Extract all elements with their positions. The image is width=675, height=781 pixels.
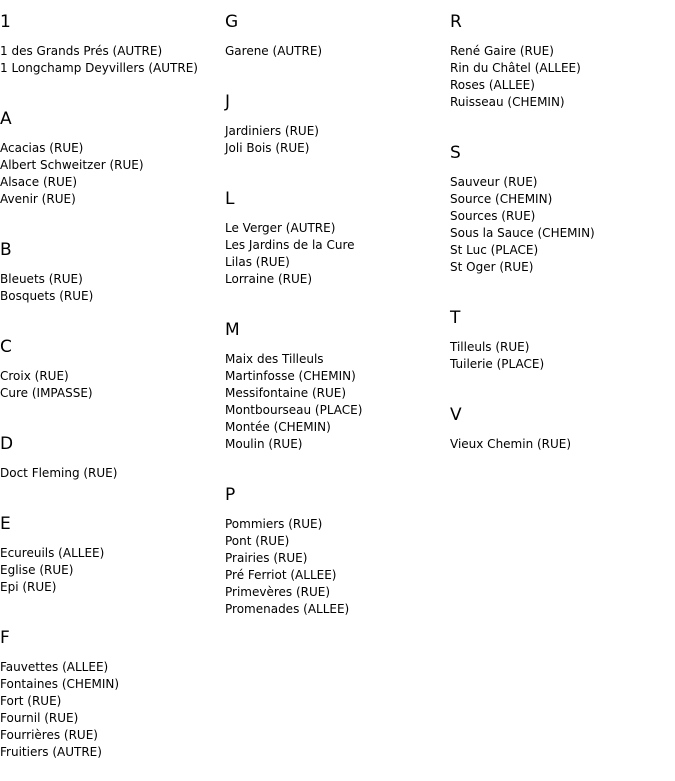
street-link[interactable]: Fauvettes (ALLEE) xyxy=(0,660,109,674)
street-list-item xyxy=(225,419,440,436)
street-link[interactable]: Bosquets (RUE) xyxy=(0,289,94,303)
street-list xyxy=(0,545,215,596)
street-list-item xyxy=(450,77,665,94)
street-list-item xyxy=(0,545,215,562)
street-list-item xyxy=(0,43,215,60)
street-list-item xyxy=(225,550,440,567)
letter-heading: V xyxy=(450,405,462,425)
street-link[interactable]: Ruisseau (CHEMIN) xyxy=(450,95,565,109)
street-list-item xyxy=(225,254,440,271)
street-link[interactable]: 1 des Grands Prés (AUTRE) xyxy=(0,44,163,58)
street-list-item xyxy=(0,562,215,579)
street-list-item xyxy=(0,60,215,77)
letter-heading: T xyxy=(450,308,461,328)
street-list xyxy=(0,140,215,208)
street-link[interactable]: Sous la Sauce (CHEMIN) xyxy=(450,226,595,240)
letter-group xyxy=(450,0,665,111)
street-column-1 xyxy=(0,0,215,781)
street-list xyxy=(225,123,440,157)
street-link[interactable]: Le Verger (AUTRE) xyxy=(225,221,336,235)
street-list-item xyxy=(225,43,440,60)
street-list xyxy=(225,516,440,618)
street-list-item xyxy=(450,339,665,356)
letter-group xyxy=(0,0,215,77)
street-link[interactable]: Tuilerie (PLACE) xyxy=(450,357,545,371)
street-link[interactable]: Martinfosse (CHEMIN) xyxy=(225,369,356,383)
street-list-item xyxy=(0,579,215,596)
letter-heading: G xyxy=(225,12,239,32)
street-list-item xyxy=(450,43,665,60)
street-link[interactable]: Joli Bois (RUE) xyxy=(225,141,310,155)
letter-group xyxy=(0,502,215,596)
street-link[interactable]: Lorraine (RUE) xyxy=(225,272,313,286)
street-list xyxy=(450,174,665,276)
street-list-item xyxy=(450,60,665,77)
street-list-item xyxy=(225,567,440,584)
street-list-item xyxy=(225,123,440,140)
street-list xyxy=(0,659,215,761)
street-link[interactable]: Albert Schweitzer (RUE) xyxy=(0,158,144,172)
letter-group xyxy=(225,177,440,288)
street-link[interactable]: Pont (RUE) xyxy=(225,534,290,548)
street-list-item xyxy=(225,584,440,601)
street-link[interactable]: Pommiers (RUE) xyxy=(225,517,323,531)
letter-group xyxy=(450,296,665,373)
street-list-item xyxy=(450,174,665,191)
street-link[interactable]: St Oger (RUE) xyxy=(450,260,534,274)
street-link[interactable]: Eglise (RUE) xyxy=(0,563,74,577)
letter-heading: C xyxy=(0,337,12,357)
street-list-item xyxy=(450,225,665,242)
street-link[interactable]: Montbourseau (PLACE) xyxy=(225,403,363,417)
street-link[interactable]: Fourrières (RUE) xyxy=(0,728,98,742)
letter-heading: E xyxy=(0,514,11,534)
letter-group xyxy=(225,80,440,157)
letter-heading: R xyxy=(450,12,462,32)
letter-group xyxy=(225,473,440,618)
street-link[interactable]: Primevères (RUE) xyxy=(225,585,331,599)
street-list-item xyxy=(450,208,665,225)
street-link[interactable]: Jardiniers (RUE) xyxy=(225,124,319,138)
street-list-item xyxy=(0,693,215,710)
letter-heading: B xyxy=(0,240,12,260)
street-list-item xyxy=(450,259,665,276)
street-list-item xyxy=(225,601,440,618)
street-list-item xyxy=(0,676,215,693)
street-list-item xyxy=(450,356,665,373)
street-link[interactable]: Tilleuls (RUE) xyxy=(450,340,530,354)
street-list xyxy=(225,220,440,288)
street-list-item xyxy=(225,140,440,157)
street-link[interactable]: Lilas (RUE) xyxy=(225,255,290,269)
letter-group xyxy=(450,393,665,453)
letter-group xyxy=(0,325,215,402)
street-list-item xyxy=(0,174,215,191)
street-link[interactable]: Vieux Chemin (RUE) xyxy=(450,437,572,451)
letter-group xyxy=(450,131,665,276)
street-link[interactable]: Prairies (RUE) xyxy=(225,551,308,565)
street-list-item xyxy=(0,157,215,174)
letter-group xyxy=(0,616,215,761)
street-list-item xyxy=(0,288,215,305)
street-list-item xyxy=(0,191,215,208)
street-link[interactable]: Moulin (RUE) xyxy=(225,437,303,451)
street-list xyxy=(0,43,215,77)
street-link[interactable]: Pré Ferriot (ALLEE) xyxy=(225,568,337,582)
street-list-item xyxy=(225,533,440,550)
letter-heading: 1 xyxy=(0,12,11,32)
street-link[interactable]: Sources (RUE) xyxy=(450,209,536,223)
street-link[interactable]: Messifontaine (RUE) xyxy=(225,386,347,400)
street-link[interactable]: Sauveur (RUE) xyxy=(450,175,538,189)
street-list-item xyxy=(225,516,440,533)
letter-group xyxy=(0,97,215,208)
street-list-item xyxy=(0,368,215,385)
letter-heading: D xyxy=(0,434,14,454)
street-link[interactable]: 1 Longchamp Deyvillers (AUTRE) xyxy=(0,61,198,75)
street-list-item xyxy=(225,402,440,419)
street-list xyxy=(450,436,665,453)
street-list xyxy=(225,351,440,453)
street-link[interactable]: Les Jardins de la Cure xyxy=(225,238,355,252)
street-link[interactable]: Rin du Châtel (ALLEE) xyxy=(450,61,581,75)
street-list-item xyxy=(0,385,215,402)
street-list-item xyxy=(0,659,215,676)
street-link[interactable]: Maix des Tilleuls xyxy=(225,352,324,366)
letter-heading: P xyxy=(225,485,236,505)
street-link[interactable]: Doct Fleming (RUE) xyxy=(0,466,118,480)
letter-group xyxy=(0,228,215,305)
street-link[interactable]: Avenir (RUE) xyxy=(0,192,76,206)
letter-group xyxy=(0,422,215,482)
street-list-item xyxy=(450,242,665,259)
street-link[interactable]: Acacias (RUE) xyxy=(0,141,84,155)
street-link[interactable]: Fort (RUE) xyxy=(0,694,62,708)
street-list xyxy=(450,339,665,373)
street-list-item xyxy=(450,436,665,453)
street-link[interactable]: Fournil (RUE) xyxy=(0,711,79,725)
street-list-item xyxy=(0,140,215,157)
street-column-2 xyxy=(225,0,440,638)
street-link[interactable]: Montée (CHEMIN) xyxy=(225,420,331,434)
street-link[interactable]: Fontaines (CHEMIN) xyxy=(0,677,120,691)
street-list-item xyxy=(0,465,215,482)
street-link[interactable]: René Gaire (RUE) xyxy=(450,44,554,58)
street-list xyxy=(0,368,215,402)
street-link[interactable]: Croix (RUE) xyxy=(0,369,69,383)
letter-group xyxy=(225,308,440,453)
street-link[interactable]: Cure (IMPASSE) xyxy=(0,386,93,400)
street-list xyxy=(225,43,440,60)
street-list-item xyxy=(0,744,215,761)
street-link[interactable]: Epi (RUE) xyxy=(0,580,57,594)
street-link[interactable]: Garene (AUTRE) xyxy=(225,44,323,58)
letter-heading: A xyxy=(0,109,12,129)
letter-group xyxy=(225,0,440,60)
street-list xyxy=(0,271,215,305)
street-list xyxy=(450,43,665,111)
street-list-item xyxy=(450,191,665,208)
street-link[interactable]: Bleuets (RUE) xyxy=(0,272,83,286)
street-link[interactable]: Ecureuils (ALLEE) xyxy=(0,546,105,560)
letter-heading: J xyxy=(225,92,231,112)
street-link[interactable]: Alsace (RUE) xyxy=(0,175,78,189)
street-list xyxy=(0,465,215,482)
street-list-item xyxy=(225,385,440,402)
street-list-item xyxy=(450,94,665,111)
street-list-item xyxy=(0,271,215,288)
street-list-item xyxy=(225,271,440,288)
street-link[interactable]: Source (CHEMIN) xyxy=(450,192,553,206)
street-list-item xyxy=(225,436,440,453)
street-list-item xyxy=(0,710,215,727)
letter-heading: F xyxy=(0,628,10,648)
street-list-item xyxy=(0,727,215,744)
street-list-item xyxy=(225,237,440,254)
street-list-item xyxy=(225,220,440,237)
street-list-item xyxy=(225,351,440,368)
letter-heading: S xyxy=(450,143,461,163)
letter-heading: L xyxy=(225,189,235,209)
street-list-item xyxy=(225,368,440,385)
street-link[interactable]: Roses (ALLEE) xyxy=(450,78,535,92)
street-link[interactable]: Promenades (ALLEE) xyxy=(225,602,350,616)
street-column-3 xyxy=(450,0,665,473)
letter-heading: M xyxy=(225,320,240,340)
street-link[interactable]: Fruitiers (AUTRE) xyxy=(0,745,102,759)
street-link[interactable]: St Luc (PLACE) xyxy=(450,243,539,257)
